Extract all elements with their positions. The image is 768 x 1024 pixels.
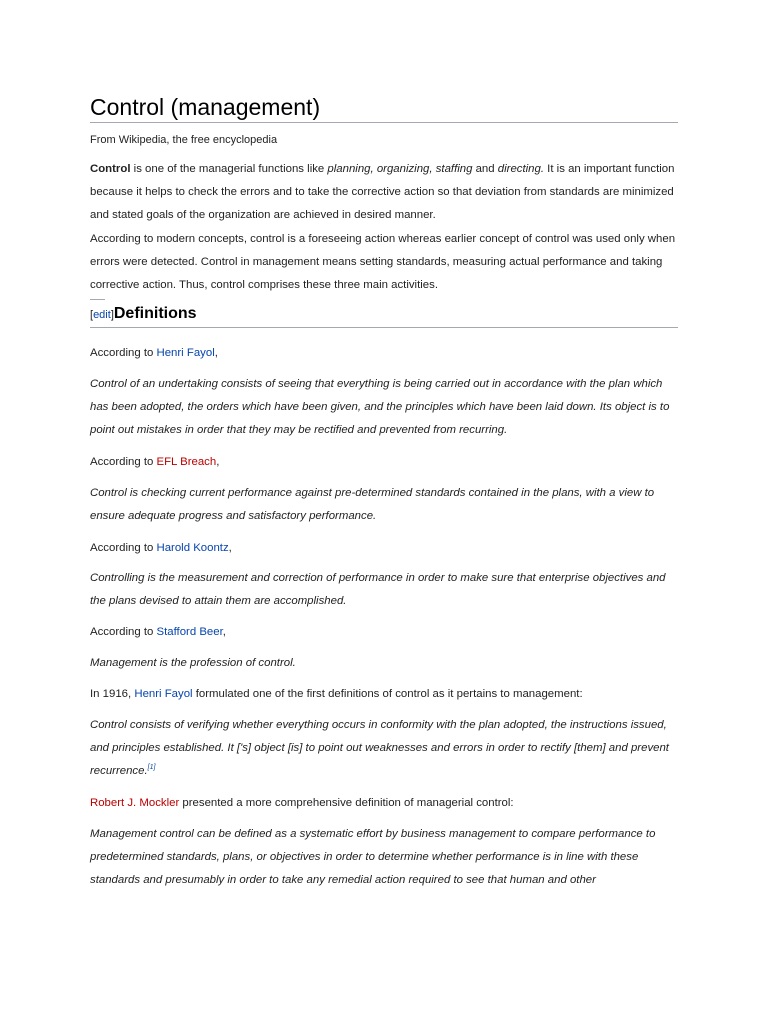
comma: , — [222, 626, 226, 638]
beer-quote: Management is the profession of control. — [90, 657, 296, 669]
toc-divider — [90, 299, 105, 300]
according-to-koontz — [90, 537, 678, 560]
comma: , — [216, 456, 220, 468]
link-harold-koontz[interactable]: Harold Koontz — [156, 542, 229, 554]
link-efl-breach[interactable]: EFL Breach — [156, 456, 217, 468]
edit-link-label[interactable]: edit — [93, 309, 111, 321]
according-to-breach — [90, 451, 678, 474]
quote-text: Control consists of verifying whether everything occurs in conformity with the plan adopted, the instructions issued, and principles established. It ['s] object [is] to point out weaknesses and errors in order to rectify [them] and prevent recurrence. — [90, 719, 669, 778]
intro-italic-directing: directing. — [497, 163, 545, 175]
intro-text: and — [472, 163, 498, 175]
according-to-beer — [90, 621, 678, 644]
label-text: According to — [90, 542, 157, 554]
mockler-paragraph — [90, 792, 678, 815]
paragraph-text: formulated one of the first definitions of control as it pertains to management: — [192, 688, 583, 700]
edit-bracket: [ — [90, 309, 94, 321]
according-to-fayol — [90, 342, 678, 365]
link-henri-fayol[interactable]: Henri Fayol — [156, 347, 215, 359]
mockler-quote: Management control can be defined as a systematic effort by business management to compare performance to predetermined standards, plans, or objectives in order to determine whether performance is in line with these standards and presumably in order to take any remedial action required to see that human and other — [90, 828, 656, 887]
fayol-quote: Control of an undertaking consists of seeing that everything is being carried out in accordance with the plan which has been adopted, the orders which have been given, and the principles which have been laid down. Its object is to point out mistakes in order that they may be rectified and prevented from recurring. — [90, 378, 670, 437]
comma: , — [214, 347, 218, 359]
link-henri-fayol-2[interactable]: Henri Fayol — [134, 688, 193, 700]
page-title: Control (management) — [90, 93, 678, 123]
link-robert-mockler[interactable]: Robert J. Mockler — [90, 797, 180, 809]
intro-text: It is an important function because it helps to check the errors and to take the corrective action so that deviation from standards are minimized and stated goals of the organization are achieved in desired manner. — [90, 163, 675, 222]
label-text: According to — [90, 626, 157, 638]
site-tagline: From Wikipedia, the free encyclopedia — [90, 134, 278, 146]
edit-section-link[interactable] — [90, 309, 114, 321]
reference-link[interactable]: [1] — [147, 764, 156, 772]
breach-quote: Control is checking current performance against pre-determined standards contained in the plans, with a view to ensure adequate progress and satisfactory performance. — [90, 487, 655, 523]
link-stafford-beer[interactable]: Stafford Beer — [156, 626, 223, 638]
fayol-1916-quote — [90, 714, 678, 784]
koontz-quote: Controlling is the measurement and correction of performance in order to make sure that enterprise objectives and the plans devised to attain them are accomplished. — [90, 572, 666, 608]
label-text: According to — [90, 347, 157, 359]
intro-italic-functions: planning, organizing, staffing — [327, 163, 473, 175]
intro-bold-term: Control — [90, 163, 131, 175]
section-heading-definitions — [90, 303, 678, 328]
comma: , — [228, 542, 232, 554]
reference-superscript[interactable] — [148, 765, 156, 772]
section-title: Definitions — [113, 305, 197, 322]
edit-bracket: ] — [110, 309, 114, 321]
fayol-1916-paragraph — [90, 683, 678, 706]
intro-paragraph-2: According to modern concepts, control is a foreseeing action whereas earlier concept of control was used only when errors were detected. Control in management means setting standards, measuring actual performance and taking corrective action. Thus, control comprises these three main activities. — [90, 232, 676, 292]
label-text: According to — [90, 456, 157, 468]
paragraph-text: presented a more comprehensive definition of managerial control: — [179, 797, 514, 809]
paragraph-text: In 1916, — [90, 688, 135, 700]
intro-text: is one of the managerial functions like — [130, 163, 328, 175]
intro-paragraph — [90, 158, 678, 297]
